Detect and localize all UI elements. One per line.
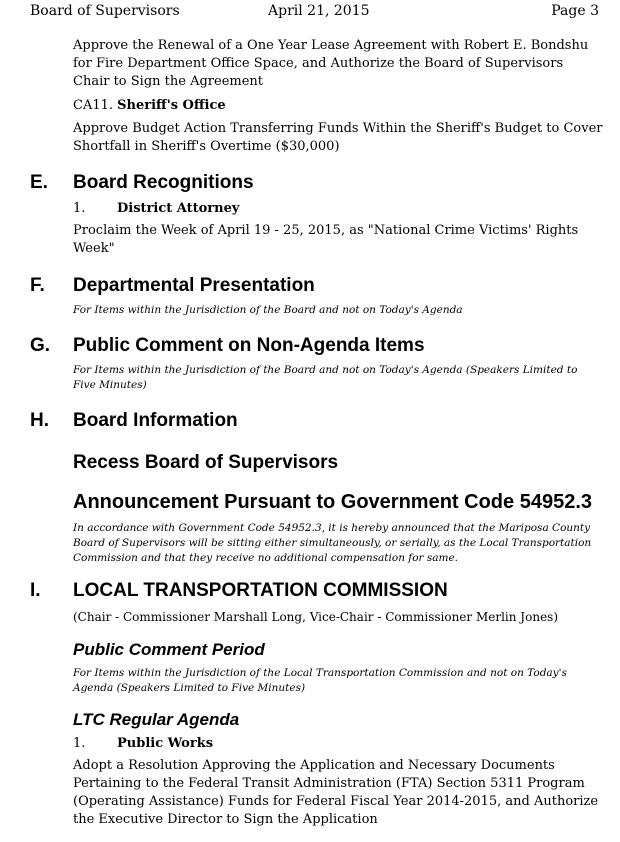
recess-title: Recess Board of Supervisors [73,452,339,473]
public-comment-heading: Public Comment Period [73,640,265,659]
ca11-heading [73,98,226,113]
section-h-letter: H. [30,410,49,431]
section-e-item-number: 1. [73,201,86,216]
section-e-item-description: Proclaim the Week of April 19 - 25, 2015, as "National Crime Victims' Rights Week" [73,223,579,256]
public-comment-note: For Items within the Jurisdiction of the Local Transportation Commission and not on Today's Agenda (Speakers Limited to Five Minutes) [73,667,567,694]
header-date: April 21, 2015 [268,3,370,19]
ca11-number: CA11. [73,98,114,113]
ltc-item-title: Public Works [117,736,214,751]
section-e-letter: E. [30,172,48,193]
section-i-chair-line: (Chair - Commissioner Marshall Long, Vice-Chair - Commissioner Merlin Jones) [73,610,559,624]
section-e-item-heading [73,201,239,216]
section-i-title: LOCAL TRANSPORTATION COMMISSION [73,580,448,601]
header-org: Board of Supervisors [30,3,180,19]
ca10-description: Approve the Renewal of a One Year Lease Agreement with Robert E. Bondshu for Fire Department Office Space, and Authorize the Board of Supervisors Chair to Sign the Agreement [73,38,589,89]
ca11-description: Approve Budget Action Transferring Funds Within the Sheriff's Budget to Cover Shortfall in Sheriff's Overtime ($30,000) [73,121,603,154]
section-g-title: Public Comment on Non-Agenda Items [73,335,425,356]
section-e-item-title: District Attorney [117,201,240,216]
announcement-title: Announcement Pursuant to Government Code 54952.3 [73,491,592,513]
ca11-title: Sheriff's Office [117,98,226,113]
ltc-item-heading [73,736,213,751]
section-g-letter: G. [30,335,51,356]
section-e-title: Board Recognitions [73,172,254,193]
ltc-regular-agenda-heading: LTC Regular Agenda [73,710,240,729]
announcement-note: In accordance with Government Code 54952.3, it is hereby announced that the Mariposa County Board of Supervisors will be sitting either simultaneously, or serially, as the Local Transportation Commission and that they receive no additional compensation for same. [73,522,592,564]
header-page-number: Page 3 [551,3,599,19]
section-f-note: For Items within the Jurisdiction of the Board and not on Today's Agenda [73,304,463,316]
section-h-title: Board Information [73,410,238,431]
ltc-item-description: Adopt a Resolution Approving the Application and Necessary Documents Pertaining to the Federal Transit Administration (FTA) Section 5311 Program (Operating Assistance) Funds for Federal Fiscal Year 2014-2015, and Authorize the Executive Director to Sign the Application [73,758,599,827]
section-g-note: For Items within the Jurisdiction of the Board and not on Today's Agenda (Speakers Limited to Five Minutes) [73,364,578,391]
ltc-item-number: 1. [73,736,86,751]
section-i-letter: I. [30,580,41,601]
section-f-letter: F. [30,275,45,296]
section-f-title: Departmental Presentation [73,275,315,296]
